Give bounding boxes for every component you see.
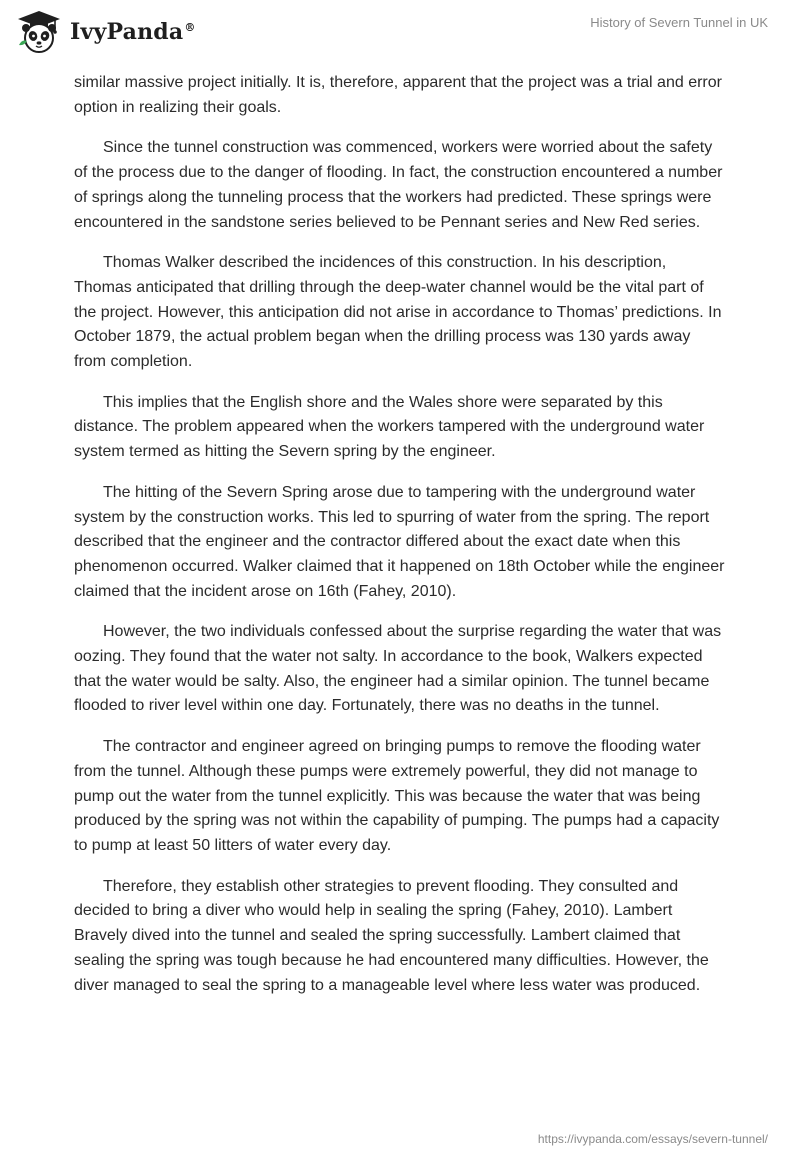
paragraph: Since the tunnel construction was commenced, workers were worried about the safety of the process due to the danger of flooding. In fact, the construction encountered a number of springs along the tunneling process that the workers had predicted. These springs were encountered in the sandstone series believed to be Pennant series and New Red series. <box>74 139 723 231</box>
paragraph: The hitting of the Severn Spring arose due to tampering with the underground water system by the construction works. This led to spurring of water from the spring. The report described that the engineer and the contractor differed about the exact date when this phenomenon occurred. Walker claimed that it happened on 18th October while the engineer claimed that the incident arose on 16th (Fahey, 2010). <box>74 483 725 600</box>
paragraph: The contractor and engineer agreed on bringing pumps to remove the flooding water from the tunnel. Although these pumps were extremely powerful, they did not manage to pump out the water from the tunnel explicitly. This was because the water that was being produced by the spring was not within the capability of pumping. The pumps had a capacity to pump at least 50 litters of water every day. <box>74 738 720 854</box>
page-header <box>0 0 800 70</box>
paragraph: However, the two individuals confessed about the surprise regarding the water that was oozing. They found that the water not salty. In accordance to the book, Walkers expected that the water would be salty. Also, the engineer had a similar opinion. The tunnel became flooded to river level within one day. Fortunately, there was no deaths in the tunnel. <box>74 623 722 715</box>
panda-logo-icon <box>16 9 62 55</box>
brand-name: IvyPanda® <box>70 19 196 45</box>
document-title: History of Severn Tunnel in UK <box>590 15 768 30</box>
essay-body <box>74 71 726 1014</box>
paragraph: Therefore, they establish other strategies to prevent flooding. They consulted and decided to bring a diver who would help in sealing the spring (Fahey, 2010). Lambert Bravely dived into the tunnel and sealed the spring successfully. Lambert claimed that sealing the spring was tough because he had encountered many difficulties. However, the diver managed to seal the spring to a manageable level where less water was produced. <box>74 877 709 994</box>
paragraph: Thomas Walker described the incidences of this construction. In his description, Thomas anticipated that drilling through the deep-water channel would be the vital part of the project. However, this anticipation did not arise in accordance to Thomas’ predictions. In October 1879, the actual problem began when the drilling process was 130 yards away from completion. <box>74 254 722 371</box>
paragraph: This implies that the English shore and the Wales shore were separated by this distance. The problem appeared when the workers tampered with the underground water system termed as hitting the Severn spring by the engineer. <box>74 393 705 461</box>
paragraph: similar massive project initially. It is, therefore, apparent that the project was a trial and error option in realizing their goals. <box>74 74 722 116</box>
brand-logo[interactable] <box>16 9 196 55</box>
source-url-link[interactable]: https://ivypanda.com/essays/severn-tunnel/ <box>537 1132 768 1146</box>
